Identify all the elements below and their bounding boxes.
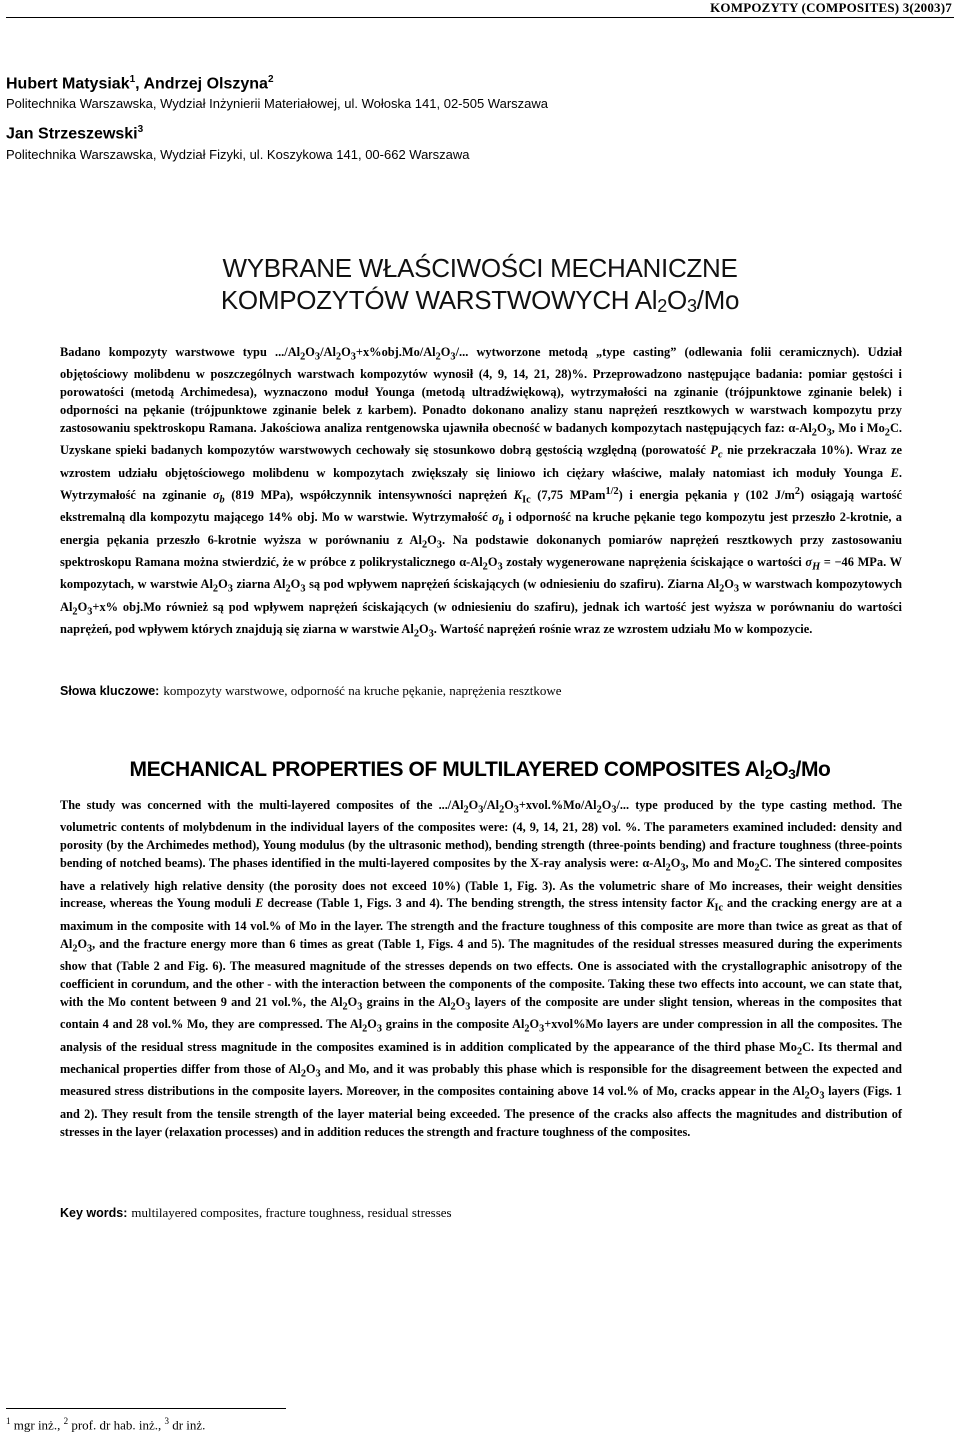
abstract-polish: Badano kompozyty warstwowe typu $.../Al_2O_3/Al_2O_3+x\%obj.Mo/Al_2O_3/$... wytworzone metodą „type casting” (odlewania folii ceramicznych). Udział objętościowy molibdenu w poszczególnych warstwach kompozytów wynosił (4, 9, 14, 21, 28)%. Przeprowadzono następujące badania: pomiar gęstości i porowatości (metodą Archimedesa), wyznaczono moduł Younga (metodą ultradźwiękową), wytrzymałości na zginanie (trójpunktowe zginanie belek) i odporności na pękanie (trójpunktowe zginanie belek z karbem). Ponadto dokonano analizy stanu naprężeń resztkowych w warstwach kompozytu przy zastosowaniu spektroskopu Ramana. Jakościowa analiza rentgenowska ujawniła obecność w badanych kompozytach następujących faz: $\alpha-Al_2O_3$, Mo i $Mo_2C$. Uzyskane spieki badanych kompozytów warstwowych cechowały się stosunkowo dobrą gęstością względną (porowatość $P_c$ nie przekraczała 10%). Wraz ze wzrostem udziału objętościowego molibdenu w kompozytach zwiększały się liniowo ich ciężary właściwe, malały natomiast ich moduły Younga E. Wytrzymałość na zginanie $\sigma_b$ (819 MPa), współczynnik intensywności naprężeń $K_{Ic}$ (7,75 MPam$^{1/2}$) i energia pękania γ (102 $J/m^2$) osiągają wartość ekstremalną dla kompozytu mającego 14% obj. Mo w warstwie. Wytrzymałość $\sigma_b$ i odporność na kruche pękanie tego kompozytu jest przeszło 2-krotnie, a energia pękania przeszło 6-krotnie wyższa w porównaniu z $Al_2O_3$. Na podstawie dokonanych pomiarów naprężeń resztkowych przy zastosowaniu spektroskopu Ramana można stwierdzić, że w próbce z polikrystalicznego $\alpha-Al_2O_3$ zostały wygenerowane naprężenia ściskające o wartości $\sigma_H = -46$ MPa. W kompozytach, w warstwie $Al_2O_3$ ziarna $Al_2O_3$ są pod wpływem naprężeń ściskających (w odniesieniu do szafiru). Ziarna $Al_2O_3$ w warstwach kompozytowych $Al_2O_3+x\%$ obj.Mo również są pod wpływem naprężeń ściskających (w odniesieniu do szafiru), jednak ich wartość jest wyższa w porównaniu do wartości naprężeń, pod wpływem których znajdują się ziarna w warstwie $Al_2O_3$. Wartość naprężeń rośnie wraz ze wzrostem udziału Mo w kompozycie. xyxy=(60,345,903,640)
title-english: MECHANICAL PROPERTIES OF MULTILAYERED COMPOSITES $Al_2O_3/Mo$ xyxy=(129,758,831,782)
title-polish-line2: KOMPOZYTÓW WARSTWOWYCH $Al_2O_3/Mo$ xyxy=(220,285,740,316)
keywords-text: kompozyty warstwowe, odporność na kruche pękanie, naprężenia resztkowe xyxy=(163,683,562,698)
affiliation-2: Politechnika Warszawska, Wydział Fizyki, ul. Koszykowa 141, 00-662 Warszawa xyxy=(6,146,470,162)
affiliation-1: Politechnika Warszawska, Wydział Inżynierii Materiałowej, ul. Wołoska 141, 02-505 Warszawa xyxy=(6,96,549,112)
author-block xyxy=(6,70,548,171)
author-name: , Andrzej Olszyna xyxy=(135,75,268,93)
keywords-polish xyxy=(60,683,562,699)
author-footnote-mark: 3 xyxy=(137,124,144,136)
title-polish xyxy=(0,252,960,322)
header-rule xyxy=(6,17,954,18)
keywords-label: Słowa kluczowe: xyxy=(60,684,160,698)
keywords-label: Key words: xyxy=(60,1206,128,1220)
footnote-rule xyxy=(6,1408,286,1409)
author-footnote-mark: 1 xyxy=(129,74,136,85)
keywords-text: multilayered composites, fracture toughness, residual stresses xyxy=(131,1205,452,1220)
footnote: $^1$ mgr inż., $^2$ prof. dr hab. inż., $^3$ dr inż. xyxy=(6,1416,206,1433)
running-head: KOMPOZYTY (COMPOSITES) 3(2003)7 xyxy=(710,0,952,15)
author-names-1 xyxy=(6,70,548,94)
author-name: Jan Strzeszewski xyxy=(6,125,138,143)
abstract-english: The study was concerned with the multi-layered composites of the $.../Al_2O_3/Al_2O_3+xvol.\%Mo/Al_2O_3/$... type produced by the type casting method. The volumetric contents of molybdenum in the individual layers of the composites were: (4, 9, 14, 21, 28) vol. %. The parameters examined included: density and porosity (by the Archimedes method), Young modulus (by the ultrasonic method), bending strength (three-points bending) and fracture toughness (three-points bending of notched beams). The phases identified in the multi-layered composites by the X-ray analysis were: $\alpha-Al_2O_3$, Mo and $Mo_2C$. The sintered composites have a relatively high relative density (the porosity does not exceed 10%) (Table 1, Fig. 3). As the volumetric share of Mo increases, their weight densities increase, whereas the Young moduli E decrease (Table 1, Figs. 3 and 4). The bending strength, the stress intensity factor $K_{Ic}$ and the cracking energy are at a maximum in the composite with 14 vol.% of Mo in the layer. The strength and the fracture toughness of this composite are more than twice as great as that of $Al_2O_3$, and the fracture energy more than 6 times as great (Table 1, Figs. 4 and 5). The magnitudes of the residual stresses measured during the experiments show that (Table 2 and Fig. 6). The measured magnitude of the stresses depends on two effects. One is associated with the crystallographic anisotropy of the coefficient in corundum, and the other - with the interaction between the components of the composite. Taking these two effects into account, we can state that, with the Mo content between 9 and 21 vol.%, the $Al_2O_3$ grains in the $Al_2O_3$ layers of the composite are under slight tension, whereas in the composites that contain 4 and 28 vol.% Mo, they are compressed. The $Al_2O_3$ grains in the composite $Al_2O_3+xvol\%Mo$ layers are under compression in all the composites. The analysis of the residual stress magnitude in the composites examined is in addition complicated by the appearance of the third phase $Mo_2C$. Its thermal and mechanical properties differ from those of $Al_2O_3$ and Mo, and it was probably this phase which is responsible for the disagreement between the expected and measured stress distributions in the composite layers. Moreover, in the composites containing above 14 vol.% of Mo, cracks appear in the $Al_2O_3$ layers (Figs. 1 and 2). They result from the tensile strength of the layer material being exceeded. The presence of the cracks also affects the magnitudes and distribution of stresses in the layer (relaxation processes) and in addition reduces the strength and fracture toughness of the composites. xyxy=(60,798,902,1139)
author-name: Hubert Matysiak xyxy=(6,75,130,93)
keywords-english xyxy=(60,1205,452,1221)
title-polish-line1: WYBRANE WŁAŚCIWOŚCI MECHANICZNE xyxy=(222,253,738,283)
author-names-2 xyxy=(6,120,548,144)
author-footnote-mark: 2 xyxy=(267,74,274,85)
